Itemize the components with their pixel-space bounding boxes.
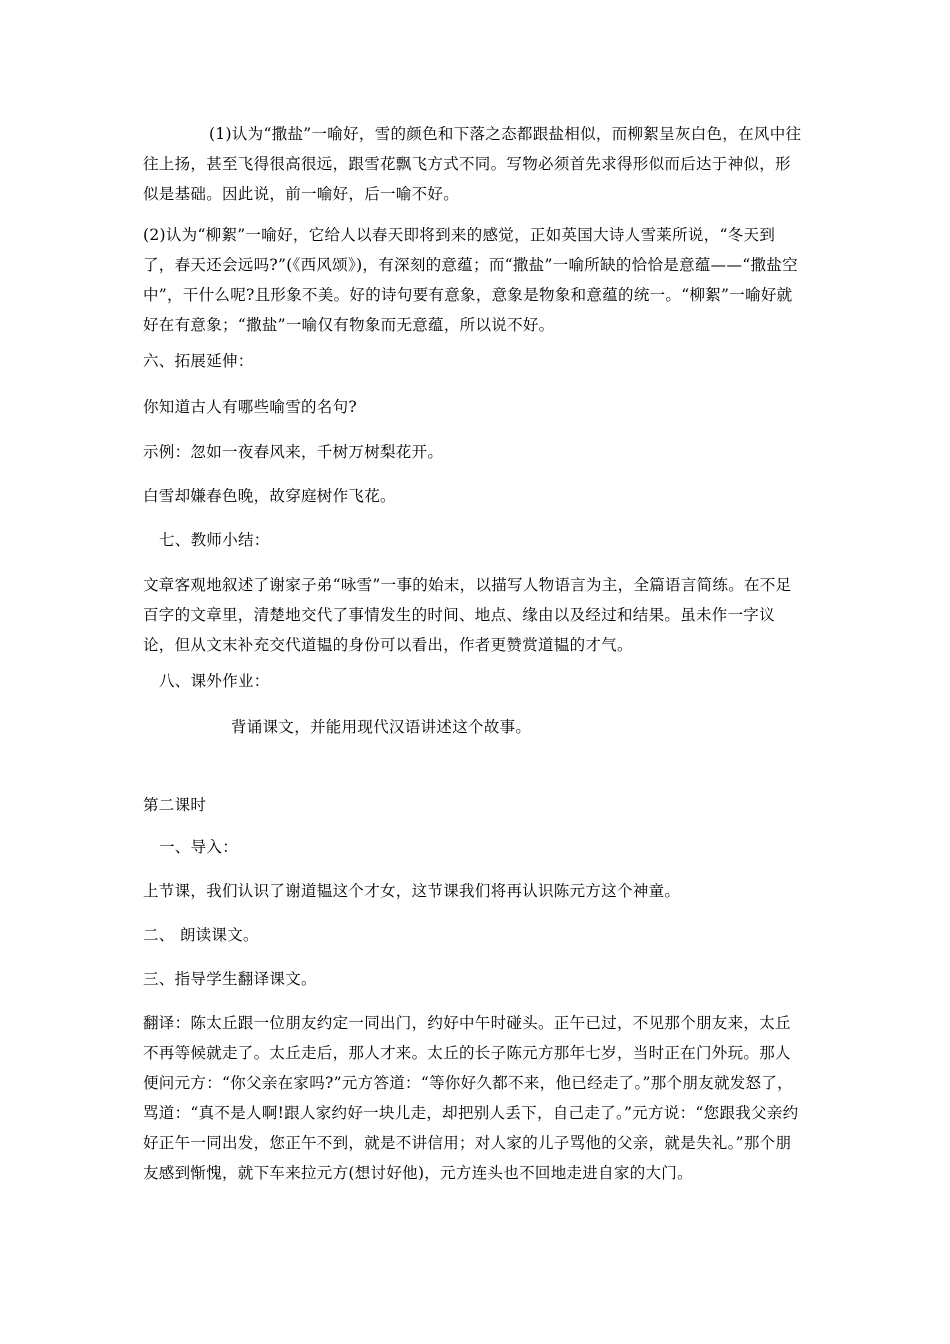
heading-teacher-summary: 七、教师小结： [159, 531, 270, 549]
paragraph-example-line2: 白雪却嫌春色晚，故穿庭树作飞花。 [143, 487, 396, 505]
heading-translation: 三、指导学生翻译课文。 [143, 970, 317, 988]
paragraph-analysis-1: (1)认为“撒盐”一喻好，雪的颜色和下落之态都跟盐相似，而柳絮呈灰白色，在风中往往上扬，甚至飞得很高很远，跟雪花飘飞方式不同。写物必须首先求得形似而后达于神似，形似是基础。因此说，前一喻好，后一喻不好。 [143, 125, 802, 203]
heading-read-aloud: 二、 朗读课文。 [143, 926, 259, 944]
heading-extension: 六、拓展延伸： [143, 352, 254, 370]
paragraph-translation: 翻译：陈太丘跟一位朋友约定一同出门，约好中午时碰头。正午已过，不见那个朋友来，太丘不再等候就走了。太丘走后，那人才来。太丘的长子陈元方那年七岁，当时正在门外玩。那人便问元方：“你父亲在家吗?”元方答道：“等你好久都不来，他已经走了。”那个朋友就发怒了，骂道：“真不是人啊!跟人家约好一块儿走，却把别人丢下，自己走了。”元方说：“您跟我父亲约好正午一同出发，您正午不到，就是不讲信用；对人家的儿子骂他的父亲，就是失礼。”那个朋友感到惭愧，就下车来拉元方(想讨好他)，元方连头也不回地走进自家的大门。 [143, 1014, 799, 1182]
heading-introduction: 一、导入： [159, 838, 239, 856]
paragraph-introduction: 上节课，我们认识了谢道韫这个才女，这节课我们将再认识陈元方这个神童。 [143, 882, 681, 900]
paragraph-summary: 文章客观地叙述了谢家子弟“咏雪”一事的始末，以描写人物语言为主，全篇语言简练。在不足百字的文章里，清楚地交代了事情发生的时间、地点、缘由以及经过和结果。虽未作一字议论，但从文末补充交代道韫的身份可以看出，作者更赞赏道韫的才气。 [143, 576, 792, 654]
heading-homework: 八、课外作业： [159, 672, 270, 690]
paragraph-example: 示例：忽如一夜春风来，千树万树梨花开。 [143, 443, 444, 461]
paragraph-homework: 背诵课文，并能用现代汉语讲述这个故事。 [231, 718, 532, 736]
paragraph-analysis-2: (2)认为“柳絮”一喻好，它给人以春天即将到来的感觉，正如英国大诗人雪莱所说，“冬天到了，春天还会远吗?”(《西风颂》)，有深刻的意蕴；而“撒盐”一喻所缺的恰恰是意蕴——“撒盐空中”，干什么呢?且形象不美。好的诗句要有意象，意象是物象和意蕴的统一。“柳絮”一喻好就好在有意象；“撒盐”一喻仅有物象而无意蕴，所以说不好。 [143, 226, 798, 334]
paragraph-question: 你知道古人有哪些喻雪的名句? [143, 398, 358, 416]
heading-second-lesson: 第二课时 [143, 796, 207, 814]
